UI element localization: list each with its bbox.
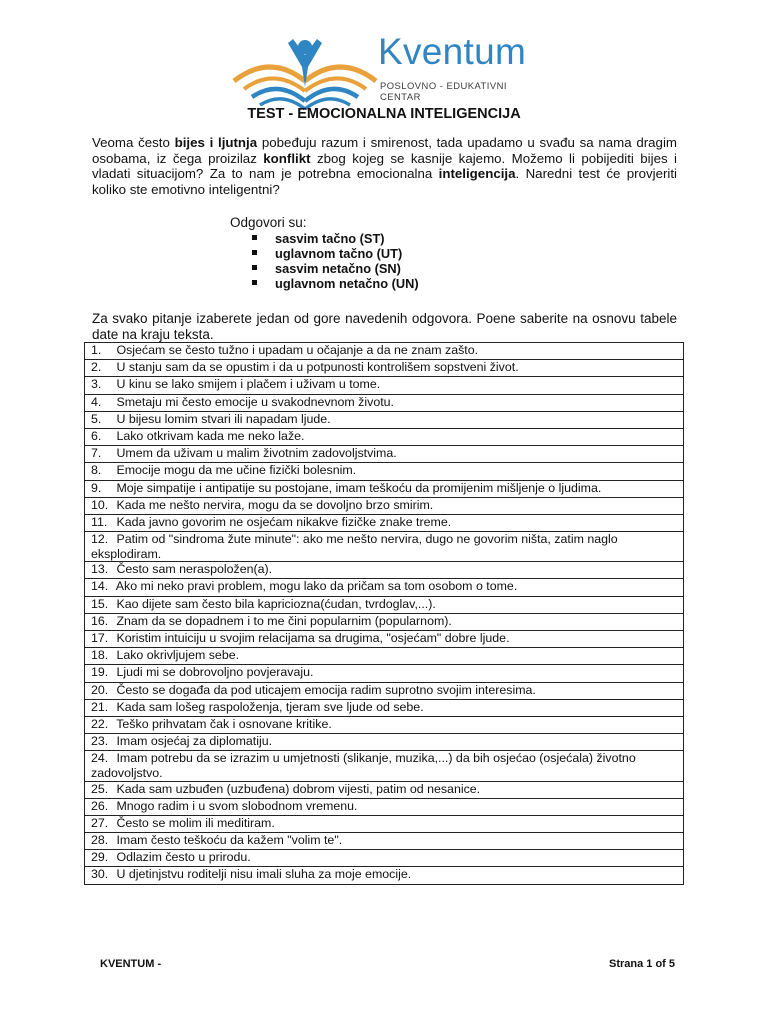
table-row [85,833,684,850]
table-row [85,815,684,832]
square-bullet-icon [252,280,257,285]
question-cell [85,446,684,463]
question-text: U djetinjstvu roditelji nisu imali sluha za moje emocije. [116,867,412,882]
question-number: 22. [91,716,109,731]
question-text: Često sam neraspoložen(a). [116,562,273,577]
answer-item [230,231,419,246]
table-row [85,497,684,514]
intro-paragraph [92,135,677,197]
question-text: Mnogo radim i u svom slobodnom vremenu. [116,798,358,813]
table-row [85,631,684,648]
question-number: 21. [91,699,109,714]
table-row [85,428,684,445]
intro-bold: bijes i ljutnja [174,135,258,150]
question-number: 9. [91,480,102,495]
question-number: 15. [91,596,109,611]
question-cell [85,463,684,480]
table-row [85,648,684,665]
question-text: Koristim intuiciju u svojim relacijama sa drugima, "osjećam" dobre ljude. [116,631,510,645]
question-text: Patim od "sindroma žute minute": ako me nešto nervira, dugo ne govorim ništa, zatim naglo eksplodiram. [91,532,618,561]
question-cell [85,579,684,596]
question-number: 16. [91,613,109,628]
question-number: 12. [91,532,109,547]
table-row [85,377,684,394]
kventum-logo [230,33,545,115]
table-row [85,579,684,596]
question-number: 5. [91,411,102,426]
answer-item [230,276,419,291]
question-number: 4. [91,394,102,409]
answer-label: sasvim netačno (SN) [275,261,401,276]
question-text: Emocije mogu da me učine fizički bolesnim. [116,463,357,478]
question-number: 7. [91,446,102,461]
answers-title: Odgovori su: [230,215,307,230]
question-text: U bijesu lomim stvari ili napadam ljude. [116,411,331,426]
question-number: 26. [91,798,109,813]
question-cell [85,394,684,411]
answer-item [230,246,419,261]
table-row [85,781,684,798]
intro-text: zbog kojeg se kasnije kajemo. Možemo li pobijediti bijes i vladati situacijom? Za to nam je potrebna emocionalna [92,150,677,182]
table-row [85,562,684,579]
question-text: Znam da se dopadnem i to me čini popularnim (popularnom). [116,613,452,628]
question-cell [85,631,684,648]
answer-label: sasvim tačno (ST) [275,231,385,246]
question-number: 28. [91,833,109,848]
question-text: Odlazim često u prirodu. [116,850,251,865]
question-number: 25. [91,781,109,796]
question-text: Moje simpatije i antipatije su postojane, imam teškoću da promijenim mišljenje o ljudima. [116,480,602,495]
question-number: 29. [91,850,109,865]
square-bullet-icon [252,235,257,240]
table-row [85,343,684,360]
table-row [85,665,684,682]
question-text: Umem da uživam u malim životnim zadovoljstvima. [116,446,397,461]
question-number: 2. [91,360,102,375]
question-number: 14. [91,579,109,594]
logo-subtitle: POSLOVNO - EDUKATIVNI CENTAR [380,80,508,102]
question-number: 19. [91,665,109,680]
question-cell [85,343,684,360]
question-text: Često se molim ili meditiram. [116,815,275,830]
question-text: Kada sam uzbuđen (uzbuđena) dobrom vijesti, patim od nesanice. [116,781,481,796]
table-row [85,734,684,751]
question-number: 20. [91,682,109,697]
answer-label: uglavnom tačno (UT) [275,246,403,261]
table-row [85,798,684,815]
intro-text: Veoma često [92,135,175,150]
question-number: 18. [91,648,109,663]
question-number: 6. [91,428,102,443]
intro-text: . Naredni test će provjeriti koliko ste emotivno inteligentni? [92,166,677,197]
question-cell [85,867,684,884]
question-cell [85,497,684,514]
question-text: Kada me nešto nervira, mogu da se dovoljno brzo smirim. [116,497,434,512]
question-cell [85,833,684,850]
intro-bold: konflikt [263,150,311,166]
question-number: 13. [91,562,109,577]
question-number: 27. [91,815,109,830]
question-cell [85,613,684,630]
question-text: Kao dijete sam često bila kapriciozna(ćudan, tvrdoglav,...). [116,596,436,611]
question-number: 10. [91,497,109,512]
question-cell [85,781,684,798]
question-text: Lako okrivljujem sebe. [116,648,240,663]
table-row [85,463,684,480]
logo-name: Kventum [378,31,527,72]
question-text: Ljudi mi se dobrovoljno povjeravaju. [116,665,314,680]
page-title: TEST - EMOCIONALNA INTELIGENCIJA [247,106,521,122]
table-row [85,411,684,428]
question-cell [85,682,684,699]
question-text: Osjećam se često tužno i upadam u očajanje a da ne znam zašto. [116,343,479,357]
question-cell [85,360,684,377]
question-cell [85,699,684,716]
question-cell [85,815,684,832]
open-book-logo-icon [230,33,380,115]
question-text: Smetaju mi često emocije u svakodnevnom životu. [116,394,394,409]
table-row [85,613,684,630]
instruction-text: Za svako pitanje izaberete jedan od gore navedenih odgovora. Poene saberite na osnovu tabele date na kraju teksta. [92,311,677,342]
answer-item [230,261,419,276]
question-text: Lako otkrivam kada me neko laže. [116,428,305,443]
square-bullet-icon [252,250,257,255]
question-text: U stanju sam da se opustim i da u potpunosti kontrolišem sopstveni život. [116,360,519,375]
question-cell [85,751,684,781]
table-row [85,394,684,411]
table-row [85,682,684,699]
questions-table [84,342,684,885]
question-text: Kada javno govorim ne osjećam nikakve fizičke znake treme. [116,514,452,529]
question-text: Imam osjećaj za diplomatiju. [116,734,273,749]
table-row [85,514,684,531]
question-text: U kinu se lako smijem i plačem i uživam u tome. [116,377,381,392]
square-bullet-icon [252,265,257,270]
table-row [85,446,684,463]
question-number: 11. [91,514,108,529]
question-cell [85,377,684,394]
footer-left: KVENTUM - [100,958,162,970]
question-number: 3. [91,377,102,392]
question-cell [85,480,684,497]
question-cell [85,532,684,562]
question-cell [85,596,684,613]
question-cell [85,411,684,428]
question-text: Imam često teškoću da kažem "volim te". [116,833,343,848]
answers-list [230,215,419,291]
table-row [85,480,684,497]
question-cell [85,428,684,445]
footer-page-number: Strana 1 of 5 [609,958,676,970]
intro-text: pobeđuju razum i smirenost, tada upadamo u svađu sa nama dragim osobama, iz čega proizilaz [92,135,677,166]
question-cell [85,562,684,579]
question-cell [85,798,684,815]
question-number: 23. [91,734,109,749]
table-row [85,716,684,733]
question-text: Kada sam lošeg raspoloženja, tjeram sve ljude od sebe. [116,699,424,714]
question-text: Teško prihvatam čak i osnovane kritike. [116,716,332,731]
question-cell [85,665,684,682]
question-cell [85,648,684,665]
question-cell [85,716,684,733]
table-row [85,699,684,716]
question-text: Ako mi neko pravi problem, mogu lako da pričam sa tom osobom o tome. [115,579,518,594]
question-number: 8. [91,463,102,478]
table-row [85,867,684,884]
table-row [85,751,684,781]
question-number: 30. [91,867,109,882]
question-cell [85,850,684,867]
table-row [85,596,684,613]
table-row [85,850,684,867]
table-row [85,360,684,377]
question-cell [85,514,684,531]
question-text: Često se događa da pod uticajem emocija radim suprotno svojim interesima. [116,682,536,697]
question-number: 1. [91,343,102,357]
question-text: Imam potrebu da se izrazim u umjetnosti (slikanje, muzika,...) da bih osjećao (osjećala) životno zadovoljstvo. [91,751,636,780]
answer-label: uglavnom netačno (UN) [275,276,419,291]
question-cell [85,734,684,751]
question-number: 24. [91,751,109,766]
intro-bold: inteligencija [438,166,516,182]
table-row [85,532,684,562]
question-number: 17. [91,631,109,645]
